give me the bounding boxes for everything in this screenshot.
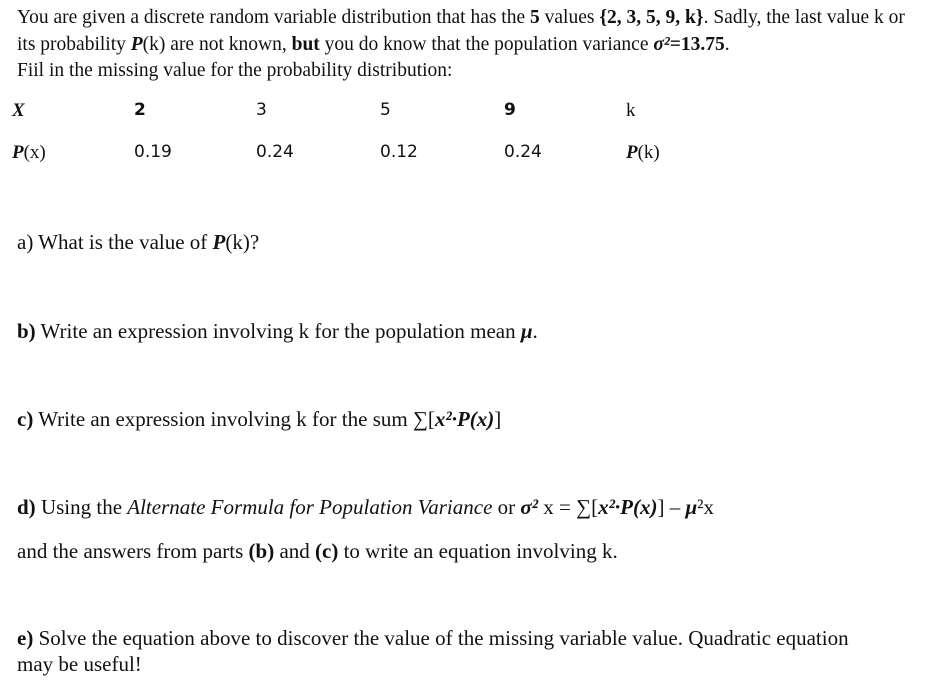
x-row	[12, 100, 912, 126]
p-value: 0.24	[256, 142, 294, 162]
x-value: 3	[256, 100, 267, 120]
question-text: to write an equation involving k.	[338, 539, 618, 563]
x-value: 2	[134, 100, 146, 120]
intro-instruction: Fiil in the missing value for the probability distribution:	[17, 60, 453, 81]
x-value: k	[626, 100, 636, 121]
question-label: c)	[17, 407, 34, 431]
question-e	[17, 625, 867, 677]
intro-text: values	[539, 7, 600, 28]
variance-value: =13.75	[669, 33, 725, 55]
question-c	[17, 406, 927, 432]
x-squared: x²·	[434, 407, 457, 431]
intro-text: (k) are not known,	[142, 33, 292, 55]
question-label: b)	[17, 319, 36, 343]
question-text: x = ∑[	[538, 495, 599, 519]
intro-paragraph	[17, 5, 927, 58]
intro-text: . Sadly, the last value k or its probability	[17, 7, 905, 55]
p-header	[12, 142, 46, 164]
emphasis-but: but	[291, 33, 320, 55]
intro-text: you do know that the population variance	[319, 33, 654, 55]
question-d-line2	[17, 538, 927, 564]
p-arg: (x)	[469, 407, 495, 431]
p-symbol: P	[12, 142, 24, 163]
values-set: {2, 3, 5, 9, k}	[599, 7, 704, 28]
question-b	[17, 318, 927, 344]
p-value: 0.12	[380, 142, 418, 162]
p-value: 0.19	[134, 142, 172, 162]
question-a	[17, 229, 927, 255]
part-reference: (b)	[248, 539, 275, 563]
question-text: Using the	[35, 495, 128, 519]
probability-symbol: P	[130, 33, 143, 55]
mu-symbol: μ	[685, 495, 698, 519]
intro-text: You are given a discrete random variable distribution that has the	[17, 7, 531, 28]
p-symbol: P	[620, 495, 633, 519]
question-text: a) What is the value of	[17, 230, 213, 254]
mu-symbol: μ	[520, 319, 533, 343]
value-count: 5	[530, 7, 540, 28]
p-value-unknown	[626, 142, 660, 164]
question-label: d)	[17, 495, 36, 519]
question-text: (k)?	[225, 230, 260, 254]
sigma-squared: σ²	[520, 495, 539, 519]
question-text: Write an expression involving k for the population mean	[35, 319, 521, 343]
formula-name: Alternate Formula for Population Variance	[127, 495, 493, 519]
p-arg: (x)	[632, 495, 658, 519]
intro-text: .	[724, 33, 730, 55]
problem-intro	[17, 5, 927, 85]
question-text: and the answers from parts	[17, 539, 249, 563]
question-text: and	[274, 539, 316, 563]
question-text: ]	[494, 407, 502, 431]
p-symbol: P	[626, 142, 638, 163]
sigma-squared: σ²	[653, 33, 670, 55]
part-reference: (c)	[315, 539, 339, 563]
p-row	[12, 142, 912, 168]
question-label: e)	[17, 626, 34, 650]
question-text: Solve the equation above to discover the value of the missing variable value. Quadratic equation may be useful!	[17, 626, 849, 676]
x-value: 9	[504, 100, 516, 120]
p-header-arg: (x)	[23, 142, 46, 163]
question-text: .	[532, 319, 538, 343]
p-symbol: P	[212, 230, 226, 254]
question-text: Write an expression involving k for the sum ∑[	[33, 407, 435, 431]
p-symbol: P	[456, 407, 470, 431]
x-value: 5	[380, 100, 391, 120]
x-squared: x²·	[598, 495, 621, 519]
p-value: 0.24	[504, 142, 542, 162]
question-text: ] –	[657, 495, 686, 519]
question-text: or	[492, 495, 521, 519]
x-header: X	[12, 100, 25, 121]
question-text: ²x	[697, 495, 714, 519]
question-d	[17, 494, 927, 520]
distribution-table	[12, 100, 912, 168]
p-arg: (k)	[637, 142, 660, 163]
